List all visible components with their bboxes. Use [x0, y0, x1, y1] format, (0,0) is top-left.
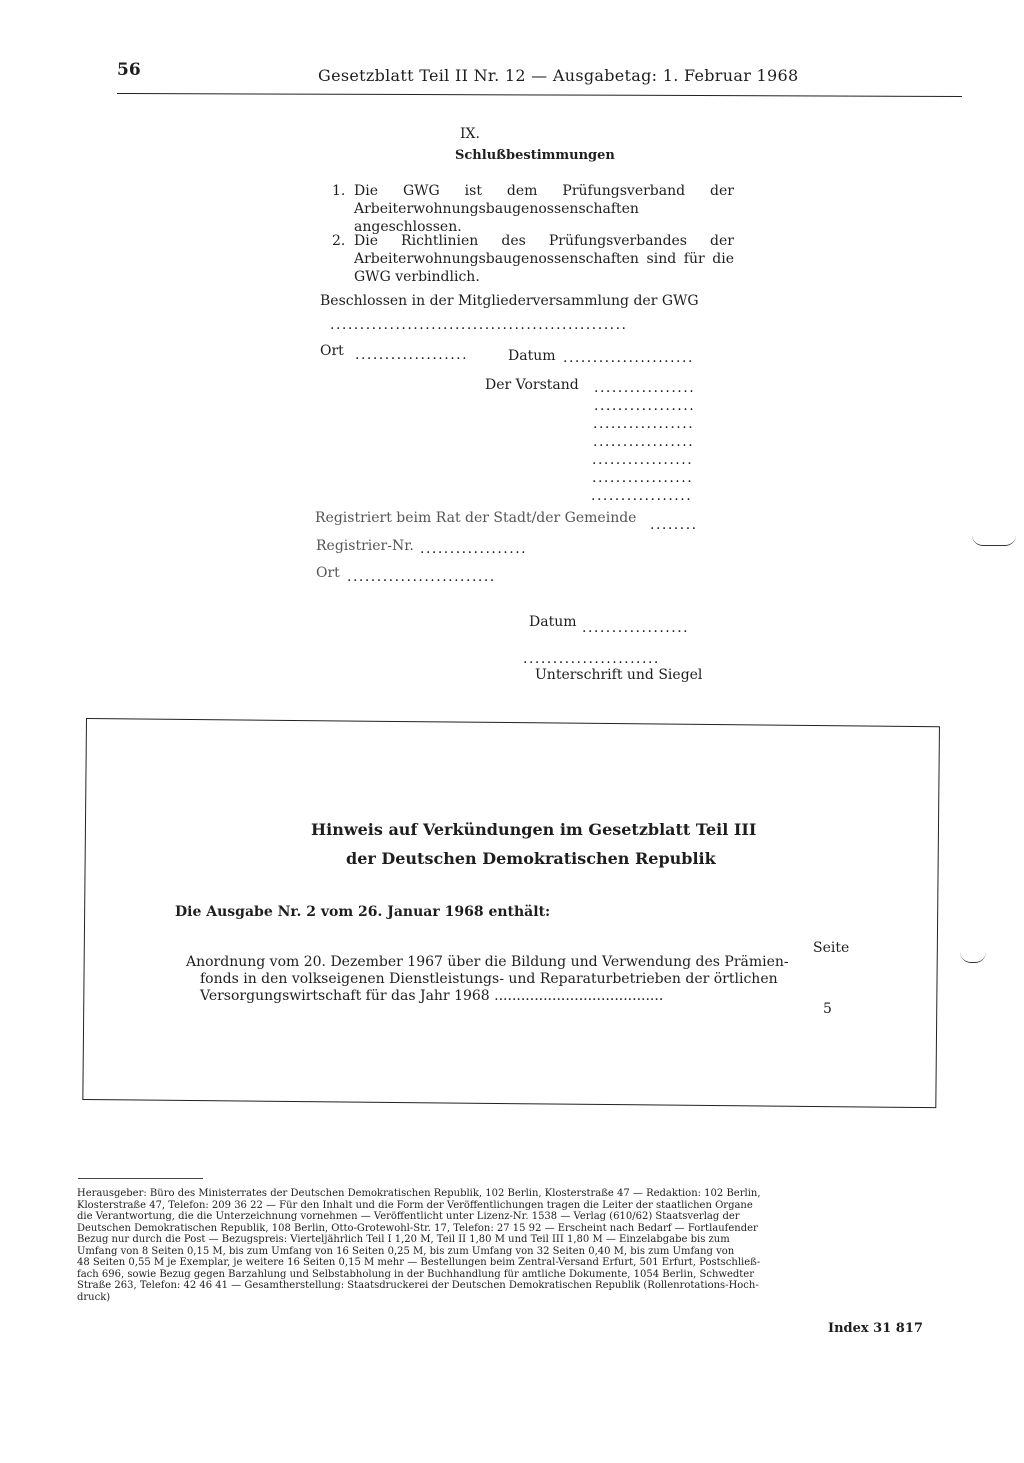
board-dots-2: ................. [594, 398, 696, 414]
scan-mark [972, 535, 1016, 546]
header-rule [117, 93, 962, 97]
board-dots-3: ................. [593, 416, 695, 432]
imprint-line: Herausgeber: Büro des Ministerrates der Deutschen Demokratischen Republik, 102 Berlin, Klosterstraße 47 — Redaktion: 102 Berlin, [77, 1188, 761, 1199]
imprint-line: Umfang von 8 Seiten 0,15 M, bis zum Umfang von 16 Seiten 0,25 M, bis zum Umfang von 32 Seiten 0,40 M, bis zum Umfang von [77, 1245, 735, 1257]
imprint-line: Bezug nur durch die Post — Bezugspreis: Vierteljährlich Teil I 1,20 M, Teil II 1,80 M und Teil III 1,80 M — Einzelabgabe bis zum [77, 1234, 730, 1245]
board-dots-7: ................. [591, 488, 693, 504]
notice-entry [186, 954, 814, 1005]
board-dots-6: ................. [592, 470, 694, 486]
place-label: Ort [320, 343, 344, 359]
provision-text: Die GWG ist dem Prüfungsverband der Arbeiterwohnungsbaugenossenschaften angeschlossen. [354, 183, 734, 235]
notice-title-line-2: der Deutschen Demokratischen Republik [346, 849, 716, 868]
entry-line: fonds in den volkseigenen Dienstleistungs- und Reparaturbetrieben der örtlichen [200, 971, 778, 987]
imprint-line: fach 696, sowie Bezug gegen Barzahlung und Selbstabholung in der Buchhandlung für amtliche Dokumente, 1054 Berlin, Schwedter [77, 1268, 754, 1280]
place2-dots: ......................... [347, 569, 496, 585]
running-title: Gesetzblatt Teil II Nr. 12 — Ausgabetag: 1. Februar 1968 [318, 66, 799, 85]
signature-dots: ....................... [523, 651, 660, 667]
section-title: Schlußbestimmungen [455, 148, 615, 163]
entry-page-number: 5 [823, 1001, 832, 1017]
imprint-line: Deutschen Demokratischen Republik, 108 Berlin, Otto-Grotewohl-Str. 17, Telefon: 27 15 92 — Erscheint nach Bedarf — Fortlaufender [77, 1222, 758, 1234]
date-label: Datum [508, 348, 556, 364]
notice-title-line-1: Hinweis auf Verkündungen im Gesetzblatt Teil III [311, 820, 757, 839]
signature-label: Unterschrift und Siegel [535, 667, 703, 683]
place2-label: Ort [316, 565, 340, 581]
registered-dots: ........ [650, 517, 698, 533]
entry-line: Versorgungswirtschaft für das Jahr 1968 ...................................... [200, 988, 664, 1004]
board-dots-1: ................. [594, 380, 696, 396]
imprint-line: die Verantwortung, die die Unterzeichnung vornehmen — Veröffentlicht unter Lizenz-Nr. 1538 — Verlag (610/62) Staatsverlag der [77, 1211, 740, 1222]
scan-mark [960, 952, 986, 963]
registered-label: Registriert beim Rat der Stadt/der Gemeinde [315, 510, 637, 526]
index-number: Index 31 817 [828, 1321, 923, 1336]
imprint [77, 1188, 925, 1303]
section-number: IX. [460, 126, 480, 142]
registration-number-dots: .................. [420, 541, 528, 557]
page-number: 56 [117, 60, 141, 80]
provision-number: 2. [332, 233, 346, 249]
imprint-line: Klosterstraße 47, Telefon: 209 36 22 — Für den Inhalt und die Form der Veröffentlichungen tragen die Leiter der staatlichen Organe [77, 1199, 753, 1211]
provision-number: 1. [332, 183, 346, 199]
date2-dots: .................. [582, 620, 690, 636]
imprint-line: druck) [77, 1291, 111, 1303]
page-column-label: Seite [813, 940, 850, 956]
imprint-line: Straße 263, Telefon: 42 46 41 — Gesamtherstellung: Staatsdruckerei der Deutschen Demokratischen Republik (Rollenrotations-Hoch- [77, 1280, 759, 1291]
imprint-rule [78, 1178, 203, 1179]
entry-line: Anordnung vom 20. Dezember 1967 über die Bildung und Verwendung des Prämien- [186, 954, 789, 970]
board-dots-4: ................. [593, 434, 695, 450]
board-dots-5: ................. [592, 452, 694, 468]
resolved-dots: .................................................. [330, 317, 628, 333]
place-dots: ................... [355, 347, 469, 363]
date-dots: ...................... [563, 350, 694, 366]
provision-text: Die Richtlinien des Prüfungsverbandes der Arbeiterwohnungsbaugenossenschaften sind für die GWG verbindlich. [354, 233, 734, 285]
board-label: Der Vorstand [485, 377, 579, 393]
date2-label: Datum [529, 614, 577, 630]
imprint-line: 48 Seiten 0,55 M je Exemplar, je weitere 16 Seiten 0,15 M mehr — Bestellungen beim Zentral-Versand Erfurt, 501 Erfurt, Postschließ- [77, 1257, 761, 1268]
issue-heading: Die Ausgabe Nr. 2 vom 26. Januar 1968 enthält: [175, 904, 551, 920]
registration-number-label: Registrier-Nr. [316, 538, 414, 554]
resolved-label: Beschlossen in der Mitgliederversammlung der GWG [320, 293, 699, 309]
